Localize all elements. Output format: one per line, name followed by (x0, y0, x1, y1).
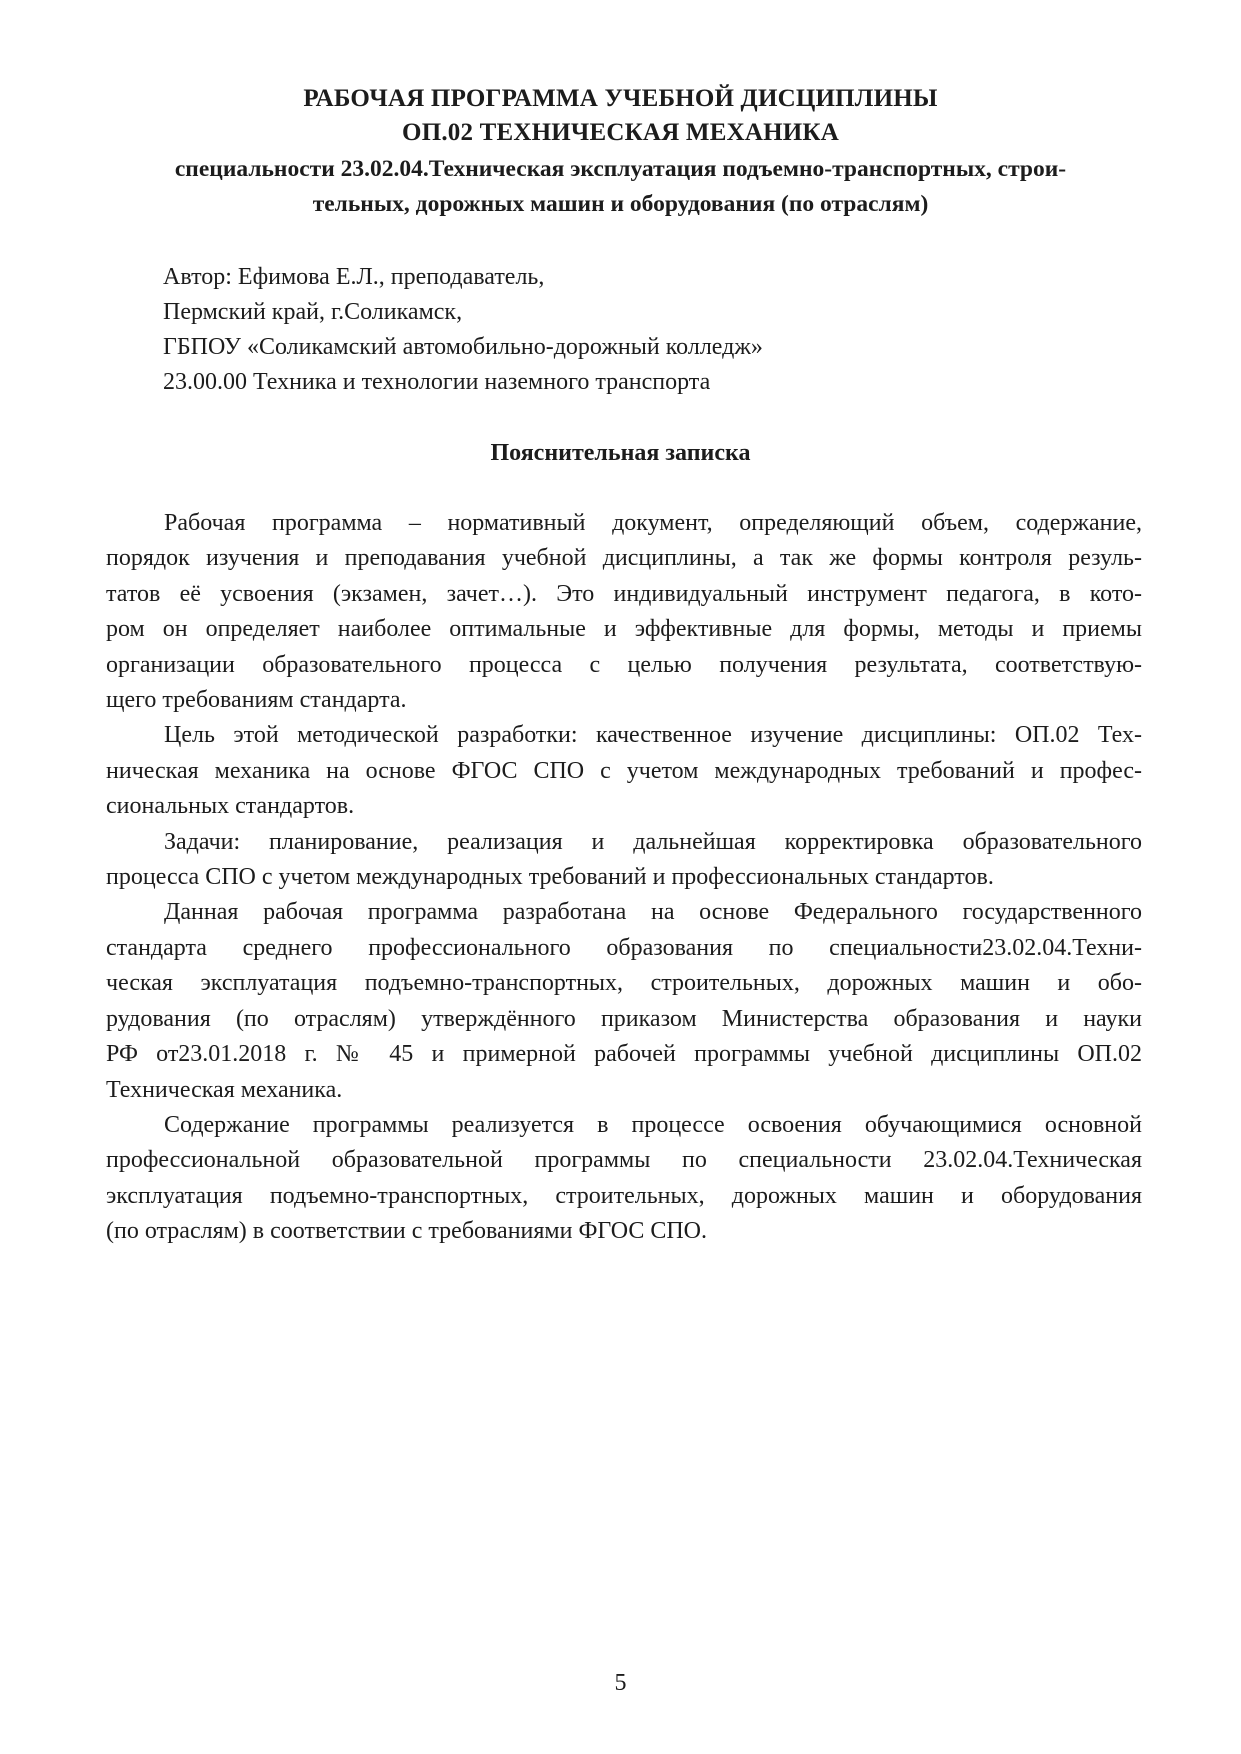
text-line: процесса СПО с учетом международных требований и профессиональных стандартов. (106, 864, 994, 891)
paragraph (106, 506, 1142, 718)
text-line: ческая эксплуатация подъемно-транспортных, строительных, дорожных машин и обо- (106, 970, 1142, 997)
text-line: сиональных стандартов. (106, 793, 355, 820)
paragraph (106, 895, 1142, 1107)
text-line: Цель этой методической разработки: качественное изучение дисциплины: ОП.02 Тех- (164, 722, 1142, 749)
text-line: Рабочая программа – нормативный документ, определяющий объем, содержание, (164, 510, 1142, 536)
text-line: профессиональной образовательной программы по специальности 23.02.04.Техническая (106, 1147, 1142, 1174)
author-line: 23.00.00 Техника и технологии наземного транспорта (163, 369, 711, 395)
text-line: Техническая механика. (106, 1076, 343, 1103)
author-line: Пермский край, г.Соликамск, (163, 299, 463, 325)
text-line: татов её усвоения (экзамен, зачет…). Это индивидуальный инструмент педагога, в кото- (106, 580, 1142, 607)
text-line: щего требованиям стандарта. (106, 687, 407, 714)
paragraph (106, 825, 1142, 896)
text-line: Содержание программы реализуется в процессе освоения обучающимися основной (164, 1111, 1142, 1138)
text-line: эксплуатация подъемно-транспортных, строительных, дорожных машин и оборудования (106, 1182, 1142, 1209)
subtitle-line: тельных, дорожных машин и оборудования (по отраслям) (312, 191, 929, 217)
page-number: 5 (614, 1670, 627, 1696)
paragraph (106, 718, 1142, 824)
paragraph (106, 1108, 1142, 1250)
text-line: ническая механика на основе ФГОС СПО с учетом международных требований и профес- (106, 757, 1142, 784)
author-line: Автор: Ефимова Е.Л., преподаватель, (163, 264, 545, 290)
text-line: Задачи: планирование, реализация и дальнейшая корректировка образовательного (164, 828, 1142, 855)
text-line: организации образовательного процесса с целью получения результата, соответствую- (106, 651, 1142, 678)
text-line: рудования (по отраслям) утверждённого приказом Министерства образования и науки (106, 1005, 1142, 1032)
text-line: РФ от23.01.2018 г. № 45 и примерной рабочей программы учебной дисциплины ОП.02 (106, 1041, 1142, 1068)
section-title: Пояснительная записка (490, 440, 751, 466)
text-line: Данная рабочая программа разработана на основе Федерального государственного (164, 899, 1142, 926)
specialty-subtitle (115, 152, 1126, 222)
text-line: ром он определяет наиболее оптимальные и эффективные для формы, методы и приемы (106, 616, 1142, 643)
text-line: (по отраслям) в соответствии с требованиями ФГОС СПО. (106, 1218, 708, 1245)
title-line-2: ОП.02 ТЕХНИЧЕСКАЯ МЕХАНИКА (402, 119, 839, 146)
text-line: порядок изучения и преподавания учебной дисциплины, а так же формы контроля резуль- (106, 545, 1142, 572)
document-header (115, 82, 1126, 222)
subtitle-line: специальности 23.02.04.Техническая эксплуатация подъемно-транспортных, строи- (174, 156, 1067, 182)
document-body (106, 506, 1142, 1250)
author-block (163, 260, 763, 400)
author-line: ГБПОУ «Соликамский автомобильно-дорожный колледж» (163, 334, 763, 360)
title-line-1: РАБОЧАЯ ПРОГРАММА УЧЕБНОЙ ДИСЦИПЛИНЫ (303, 85, 938, 112)
text-line: стандарта среднего профессионального образования по специальности23.02.04.Техни- (106, 934, 1142, 961)
